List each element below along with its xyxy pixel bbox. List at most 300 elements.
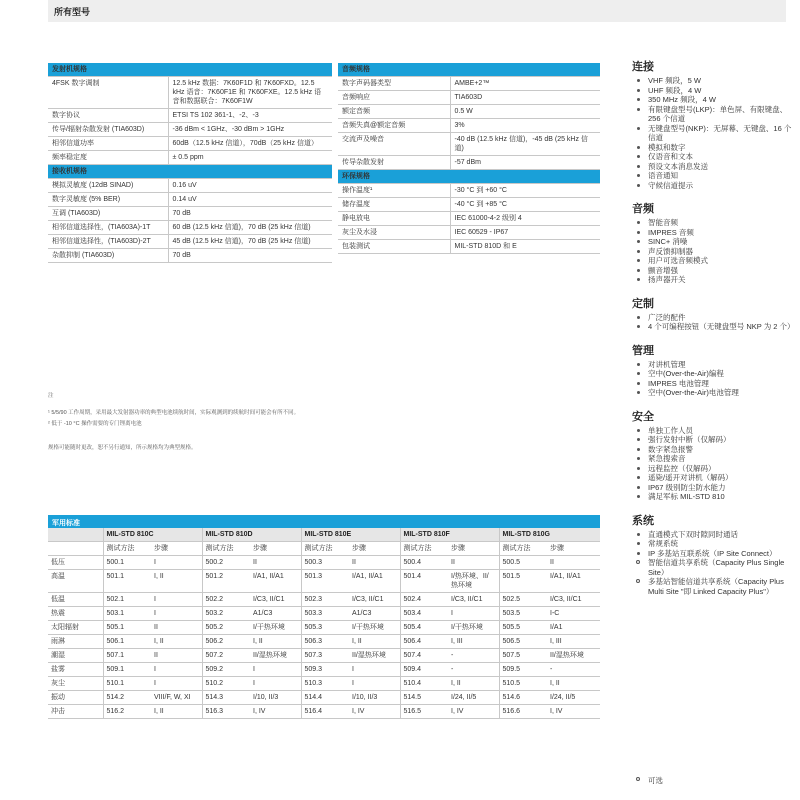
section-header-row	[48, 63, 332, 77]
method-cell: 502.5	[499, 593, 547, 607]
method-cell: 506.2	[202, 635, 250, 649]
method-cell: 501.1	[103, 570, 151, 593]
method-header: 测试方法	[202, 542, 250, 556]
spec-row	[48, 221, 332, 235]
feature-item	[632, 369, 792, 379]
spec-row	[338, 91, 600, 105]
method-cell: 502.3	[301, 593, 349, 607]
method-cell: 514.6	[499, 691, 547, 705]
feature-section-title: 音频	[632, 203, 654, 215]
step-cell: I, II	[547, 677, 600, 691]
bullet-icon	[637, 250, 640, 253]
spec-value: 12.5 kHz 数据：7K60F1D 和 7K60FXD。12.5 kHz 语音：7K60F1E 和 7K60FXE。12.5 kHz 语音和数据联合：7K60F1W	[168, 77, 332, 109]
feature-item	[632, 152, 792, 162]
spec-row	[48, 123, 332, 137]
feature-item	[632, 445, 792, 455]
feature-section	[632, 200, 792, 285]
step-header: 步骤	[547, 542, 600, 556]
bullet-icon	[637, 79, 640, 82]
mil-row	[48, 607, 600, 621]
page-title: 所有型号	[54, 7, 91, 17]
optional-circle-icon	[636, 579, 640, 583]
method-cell: 505.5	[499, 621, 547, 635]
spec-value: -30 °C 到 +60 °C	[450, 184, 600, 198]
method-cell: 502.1	[103, 593, 151, 607]
spec-label: 互调 (TIA603D)	[48, 207, 168, 221]
feature-text: UHF 频段，4 W	[648, 85, 702, 95]
section-header-row	[338, 170, 600, 184]
spec-row	[338, 156, 600, 170]
spec-value: 70 dB	[168, 249, 332, 263]
spec-label: 频率稳定度	[48, 151, 168, 165]
method-cell: 509.4	[400, 663, 448, 677]
method-cell: 514.3	[202, 691, 250, 705]
test-name: 冲击	[48, 705, 103, 719]
top-header-bar	[48, 0, 786, 22]
feature-text: IP67 级别防尘防水能力	[648, 482, 726, 492]
method-cell: 509.1	[103, 663, 151, 677]
spec-label: 相邻信道功率	[48, 137, 168, 151]
test-name: 太阳辐射	[48, 621, 103, 635]
feature-section	[632, 342, 792, 398]
feature-item	[632, 464, 792, 474]
test-name: 高温	[48, 570, 103, 593]
step-cell: II	[349, 556, 400, 570]
bullet-icon	[637, 533, 640, 536]
method-cell: 514.5	[400, 691, 448, 705]
step-cell: I/A1	[547, 621, 600, 635]
section-title: 发射机规格	[48, 63, 332, 77]
step-cell: I	[151, 556, 202, 570]
method-cell: 503.3	[301, 607, 349, 621]
spec-label: 模拟灵敏度 (12dB SINAD)	[48, 179, 168, 193]
bullet-icon	[637, 174, 640, 177]
feature-text: 直通模式下双时隙同时通话	[648, 529, 738, 539]
mil-row	[48, 705, 600, 719]
step-cell: I	[151, 593, 202, 607]
feature-item	[632, 313, 792, 323]
spec-row	[48, 193, 332, 207]
step-cell: I, II	[349, 635, 400, 649]
feature-text: 350 MHz 频段，4 W	[648, 95, 716, 104]
method-cell: 501.3	[301, 570, 349, 593]
tx-rx-spec-panel	[48, 63, 332, 263]
spec-value: -40 °C 到 +85 °C	[450, 198, 600, 212]
method-header: 测试方法	[400, 542, 448, 556]
mil-row	[48, 649, 600, 663]
spec-value: 70 dB	[168, 207, 332, 221]
method-header: 测试方法	[103, 542, 151, 556]
spec-value: IEC 61000-4-2 级别 4	[450, 212, 600, 226]
method-cell: 516.4	[301, 705, 349, 719]
step-header: 步骤	[349, 542, 400, 556]
standards-row	[48, 528, 600, 542]
step-cell: I/干热环境	[448, 621, 499, 635]
step-cell: I/10, II/3	[349, 691, 400, 705]
spec-value: 45 dB (12.5 kHz 信道)，70 dB (25 kHz 信道)	[168, 235, 332, 249]
bullet-icon	[637, 542, 640, 545]
method-cell: 502.2	[202, 593, 250, 607]
disclaimer-note: 规格可能随时更改，恕不另行通知，所示规格均为典型规格。	[48, 445, 197, 451]
feature-section-title: 定制	[632, 297, 654, 310]
method-cell: 516.3	[202, 705, 250, 719]
standard-name: MIL-STD 810C	[103, 528, 202, 542]
test-name: 热震	[48, 607, 103, 621]
method-cell: 516.2	[103, 705, 151, 719]
method-cell: 505.3	[301, 621, 349, 635]
test-name: 振动	[48, 691, 103, 705]
bullet-icon	[637, 486, 640, 489]
feature-item	[632, 454, 792, 464]
spec-label: 灰尘及水浸	[338, 226, 450, 240]
mil-row	[48, 570, 600, 593]
step-cell: I/干热环境	[349, 621, 400, 635]
method-cell: 509.5	[499, 663, 547, 677]
method-cell: 516.5	[400, 705, 448, 719]
spec-label: 数字协议	[48, 109, 168, 123]
spec-row	[48, 109, 332, 123]
spec-label: 额定音频	[338, 105, 450, 119]
feature-item	[632, 426, 792, 436]
step-cell: II/湿热环境	[250, 649, 301, 663]
step-cell: I/C3, II/C1	[547, 593, 600, 607]
bullet-icon	[637, 221, 640, 224]
step-cell: I/24, II/5	[448, 691, 499, 705]
feature-item	[632, 171, 792, 181]
spec-row	[338, 240, 600, 254]
bullet-icon	[637, 372, 640, 375]
spec-value: 0.14 uV	[168, 193, 332, 207]
standard-name: MIL-STD 810F	[400, 528, 499, 542]
method-cell: 500.4	[400, 556, 448, 570]
notes-label: 注	[48, 393, 54, 399]
method-cell: 500.5	[499, 556, 547, 570]
feature-item	[632, 162, 792, 172]
feature-text: 广泛的配件	[648, 312, 686, 322]
section-title: 接收机规格	[48, 165, 332, 179]
feature-item	[632, 577, 792, 596]
audio-env-spec-panel	[338, 63, 600, 254]
feature-text: 语音通知	[648, 171, 678, 180]
spec-label: 相邻信道选择性，(TIA603A)-1T	[48, 221, 168, 235]
bullet-icon	[637, 259, 640, 262]
feature-text: 强行发射中断（仅解码）	[648, 435, 731, 444]
bullet-icon	[637, 98, 640, 101]
feature-text: 模拟和数字	[648, 142, 686, 152]
spec-label: 传导/辐射杂散发射 (TIA603D)	[48, 123, 168, 137]
spec-value: ± 0.5 ppm	[168, 151, 332, 165]
feature-item	[632, 549, 792, 559]
feature-text: 扬声器开关	[648, 275, 686, 284]
step-cell: II	[151, 649, 202, 663]
mil-row	[48, 593, 600, 607]
feature-section	[632, 512, 792, 597]
mil-row	[48, 621, 600, 635]
test-name: 灰尘	[48, 677, 103, 691]
bullet-icon	[637, 184, 640, 187]
step-cell: I/24, II/5	[547, 691, 600, 705]
feature-section-title: 管理	[632, 344, 654, 357]
feature-text: 远程监控（仅解码）	[648, 463, 716, 473]
method-cell: 503.5	[499, 607, 547, 621]
bullet-icon	[637, 127, 640, 130]
step-cell: A1/C3	[250, 607, 301, 621]
spec-label: 传导杂散发射	[338, 156, 450, 170]
mil-row	[48, 677, 600, 691]
feature-item	[632, 228, 792, 238]
spec-row	[48, 207, 332, 221]
feature-item	[632, 435, 792, 445]
feature-text: IP 多基站互联系统（IP Site Connect）	[648, 548, 777, 558]
step-cell: I, III	[547, 635, 600, 649]
step-cell: I, III	[448, 635, 499, 649]
feature-item	[632, 275, 792, 285]
method-cell: 503.4	[400, 607, 448, 621]
spec-value: TIA603D	[450, 91, 600, 105]
feature-text: 紧急搜索音	[648, 454, 686, 463]
test-name: 潮湿	[48, 649, 103, 663]
test-name: 低压	[48, 556, 103, 570]
feature-text: 守候信道提示	[648, 180, 693, 190]
feature-item	[632, 558, 792, 577]
step-cell: I, II	[151, 635, 202, 649]
feature-item	[632, 247, 792, 257]
step-cell: I/C3, II/C1	[448, 593, 499, 607]
method-cell: 503.2	[202, 607, 250, 621]
mil-row	[48, 691, 600, 705]
method-cell: 505.1	[103, 621, 151, 635]
spec-value: 0.5 W	[450, 105, 600, 119]
spec-row	[48, 151, 332, 165]
mil-std-title: 军用标准	[48, 515, 600, 528]
feature-text: 颤音增强	[648, 265, 678, 275]
step-header: 步骤	[250, 542, 301, 556]
section-title: 音频规格	[338, 63, 600, 77]
feature-item	[632, 530, 792, 540]
feature-text: 4 个可编程按钮（无键盘型号 NKP 为 2 个）	[648, 322, 795, 331]
step-cell: I	[448, 607, 499, 621]
feature-text: 常规系统	[648, 539, 678, 548]
spec-row	[338, 133, 600, 156]
bullet-icon	[637, 155, 640, 158]
step-cell: -	[448, 663, 499, 677]
test-name: 盐雾	[48, 663, 103, 677]
method-cell: 505.2	[202, 621, 250, 635]
step-cell: II	[547, 556, 600, 570]
feature-item	[632, 473, 792, 483]
feature-item	[632, 124, 792, 143]
test-name: 低温	[48, 593, 103, 607]
method-cell: 510.2	[202, 677, 250, 691]
feature-item	[632, 76, 792, 86]
spec-value: 3%	[450, 119, 600, 133]
method-cell: 503.1	[103, 607, 151, 621]
feature-text: IMPRES 音频	[648, 227, 694, 237]
step-cell: I	[250, 663, 301, 677]
step-cell: I	[151, 607, 202, 621]
subheader-row	[48, 542, 600, 556]
feature-text: SINC+ 消噪	[648, 237, 688, 246]
step-header: 步骤	[448, 542, 499, 556]
bullet-icon	[637, 325, 640, 328]
feature-section-title: 安全	[632, 410, 654, 423]
method-cell: 502.4	[400, 593, 448, 607]
spec-row	[48, 235, 332, 249]
feature-text: 无键盘型号(NKP)：无屏幕、无键盘、16 个信道	[648, 123, 792, 142]
spec-row	[338, 184, 600, 198]
feature-text: IMPRES 电池管理	[648, 378, 709, 388]
method-cell: 501.4	[400, 570, 448, 593]
step-cell: -	[448, 649, 499, 663]
method-header: 测试方法	[499, 542, 547, 556]
feature-list	[632, 58, 795, 606]
step-cell: I/C3, II/C1	[250, 593, 301, 607]
feature-item	[632, 237, 792, 247]
method-cell: 514.2	[103, 691, 151, 705]
step-cell: I	[349, 663, 400, 677]
spec-row	[338, 77, 600, 91]
spec-row	[338, 212, 600, 226]
spec-row	[48, 249, 332, 263]
method-cell: 509.3	[301, 663, 349, 677]
bullet-icon	[637, 391, 640, 394]
step-cell: I/A1, II/A1	[349, 570, 400, 593]
standard-name: MIL-STD 810E	[301, 528, 400, 542]
bullet-icon	[637, 165, 640, 168]
step-cell: I, II	[448, 677, 499, 691]
feature-section	[632, 295, 795, 332]
feature-text: 空中(Over-the-Air)电池管理	[648, 388, 739, 397]
step-cell: I/热环境、II/热环境	[448, 570, 499, 593]
spec-label: 杂散抑制 (TIA603D)	[48, 249, 168, 263]
test-name: 雨淋	[48, 635, 103, 649]
step-cell: VIII/F, W, XI	[151, 691, 202, 705]
spec-label: 储存温度	[338, 198, 450, 212]
feature-section	[632, 58, 792, 190]
method-cell: 510.1	[103, 677, 151, 691]
feature-item	[632, 86, 792, 96]
bullet-icon	[637, 240, 640, 243]
feature-item	[632, 95, 792, 105]
method-cell: 506.3	[301, 635, 349, 649]
spec-value: -57 dBm	[450, 156, 600, 170]
note-1: ¹ 5/5/90 工作周期，采用最大发射器功率的典型电池续航时间，实际观测到的续航时间可能会有所不同。	[48, 410, 300, 416]
feature-text: 遥毙/遥开对讲机（解码）	[648, 473, 733, 482]
bullet-icon	[637, 231, 640, 234]
bullet-icon	[637, 467, 640, 470]
spec-value: -40 dB (12.5 kHz 信道)，-45 dB (25 kHz 信道)	[450, 133, 600, 156]
bullet-icon	[637, 448, 640, 451]
feature-item	[632, 105, 792, 124]
feature-text: 空中(Over-the-Air)编程	[648, 369, 724, 378]
bullet-icon	[637, 269, 640, 272]
spec-row	[338, 198, 600, 212]
bullet-icon	[637, 89, 640, 92]
feature-text: 多基站智能信道共享系统（Capacity Plus Multi Site "即 Linked Capacity Plus"）	[648, 577, 784, 596]
feature-item	[632, 360, 792, 370]
blank-cell	[48, 542, 103, 556]
section-header-row	[338, 63, 600, 77]
bullet-icon	[637, 429, 640, 432]
spec-label: 包装测试	[338, 240, 450, 254]
spec-label: 操作温度¹	[338, 184, 450, 198]
step-cell: I/A1, II/A1	[250, 570, 301, 593]
optional-circle-icon	[636, 777, 640, 781]
bullet-icon	[637, 146, 640, 149]
feature-item	[632, 218, 792, 228]
step-cell: II/湿热环境	[547, 649, 600, 663]
spec-value: 60 dB (12.5 kHz 信道)，70 dB (25 kHz 信道)	[168, 221, 332, 235]
feature-text: 智能音频	[648, 218, 678, 227]
method-cell: 501.5	[499, 570, 547, 593]
method-cell: 500.1	[103, 556, 151, 570]
step-cell: I, IV	[250, 705, 301, 719]
feature-text: 仅语音和文本	[648, 152, 693, 161]
method-cell: 510.4	[400, 677, 448, 691]
step-header: 步骤	[151, 542, 202, 556]
step-cell: I	[250, 677, 301, 691]
method-cell: 507.3	[301, 649, 349, 663]
method-cell: 501.2	[202, 570, 250, 593]
mil-row	[48, 556, 600, 570]
feature-text: 有限键盘型号(LKP)：单色屏、有限键盘、256 个信道	[648, 104, 788, 123]
method-cell: 507.4	[400, 649, 448, 663]
step-cell: I, IV	[547, 705, 600, 719]
bullet-icon	[637, 108, 640, 111]
step-cell: -	[547, 663, 600, 677]
method-cell: 510.5	[499, 677, 547, 691]
bullet-icon	[637, 278, 640, 281]
method-cell: 500.3	[301, 556, 349, 570]
step-cell: I, II	[151, 570, 202, 593]
feature-section	[632, 408, 792, 502]
spec-label: 数字声码器类型	[338, 77, 450, 91]
bullet-icon	[637, 476, 640, 479]
mil-std-table-panel	[48, 515, 600, 719]
method-cell: 510.3	[301, 677, 349, 691]
step-cell: II	[250, 556, 301, 570]
feature-text: 满足军标 MIL-STD 810	[648, 492, 725, 501]
spec-value: AMBE+2™	[450, 77, 600, 91]
step-cell: A1/C3	[349, 607, 400, 621]
step-cell: II	[151, 621, 202, 635]
spec-value: ETSI TS 102 361-1、-2、-3	[168, 109, 332, 123]
optional-circle-icon	[636, 560, 640, 564]
bullet-icon	[637, 495, 640, 498]
step-cell: I/A1, II/A1	[547, 570, 600, 593]
bullet-icon	[637, 363, 640, 366]
blank-cell	[48, 528, 103, 542]
feature-item	[632, 483, 792, 493]
section-title: 环保规格	[338, 170, 600, 184]
method-cell: 500.2	[202, 556, 250, 570]
legend-text: 可选	[648, 776, 663, 785]
method-cell: 509.2	[202, 663, 250, 677]
spec-row	[338, 119, 600, 133]
feature-item	[632, 322, 795, 332]
feature-text: 预设文本消息发送	[648, 161, 708, 171]
spec-value: 0.16 uV	[168, 179, 332, 193]
feature-text: 对讲机管理	[648, 359, 686, 369]
feature-item	[632, 266, 792, 276]
step-cell: I/干热环境	[250, 621, 301, 635]
spec-row	[48, 179, 332, 193]
step-cell: I/10, II/3	[250, 691, 301, 705]
bullet-icon	[637, 316, 640, 319]
note-2: ² 低于 -10 °C 操作需要的专门锂离电池	[48, 421, 142, 427]
spec-label: 静电放电	[338, 212, 450, 226]
step-cell: I-C	[547, 607, 600, 621]
